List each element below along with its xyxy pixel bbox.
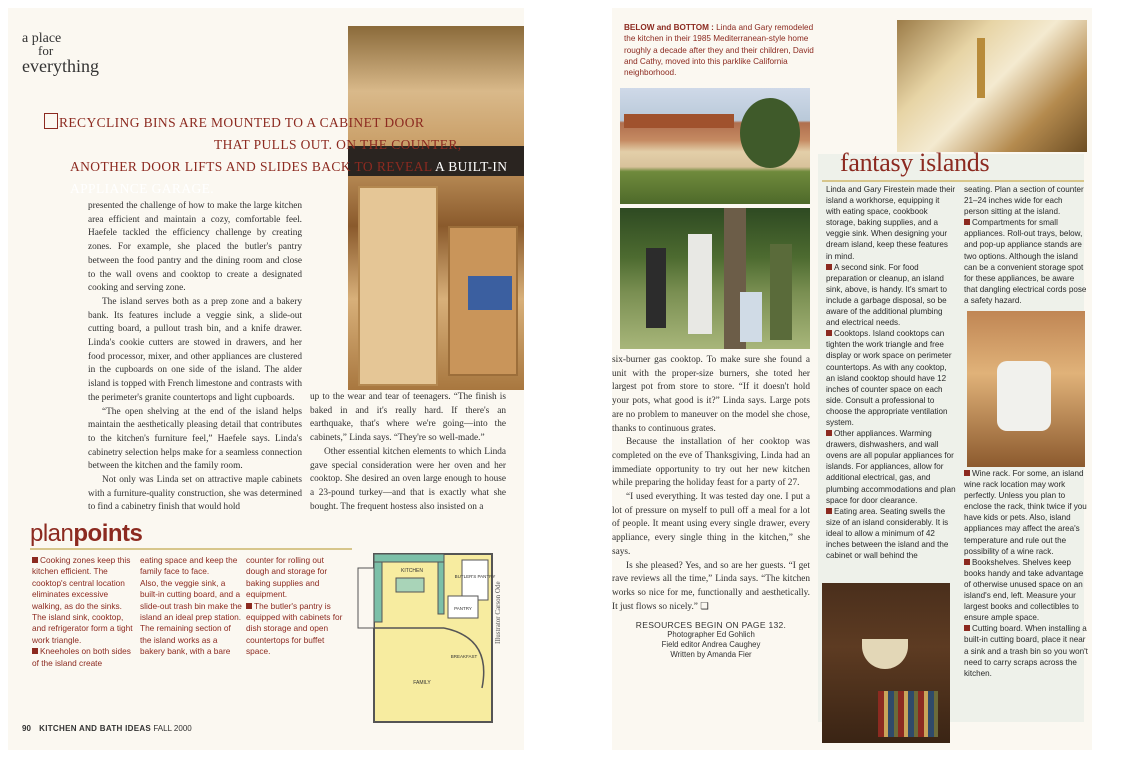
sidebar-column-2: seating. Plan a section of counter 21–24 inches wide for each person sitting at the island. Compartments for small appliances. Roll-out trays, below, and pop-up appliance stands are two options. Although the island can be a convenient storage spot for these appliances, be aware that dangling electrical cords pose a safety hazard. bbox=[964, 185, 1087, 305]
article-column-3 bbox=[612, 354, 810, 614]
kitchen-floor-plan bbox=[352, 548, 498, 730]
bullet-square-icon bbox=[964, 470, 970, 476]
sidebar-column-1: Linda and Gary Firestein made their island a workhorse, equipping it with eating space, cookbook storage, baking supplies, and a veggie sink. When designing your dream island, keep these features in mind. A second sink. For food preparation or cleanup, an island sink, above, is handy. It's smart to include a garbage disposal, so be aware of the additional plumbing and electrical needs. Cooktops. Island cooktops can tighten the work triangle and free display or work space on perimeter countertops. As with any cooktop, an island cooktop should have 12 inches of counter space on each side. Consult a professional to choose the appropriate ventilation system. Other appliances. Warming drawers, dishwashers, and wall ovens are all popular appliances for islands. For appliances, allow for additional electrical, gas, and plumbing accommodations and plan space for door clearance. Eating area. Seating swells the size of an island considerably. It is ideal to allow a minimum of 42 inches between the island and the cabinet or wall behind the bbox=[826, 185, 956, 561]
pull-quote: RECYCLING BINS ARE MOUNTED TO A CABINET DOOR THAT PULLS OUT. ON THE COUNTER, ANOTHER DOOR LIFTS AND SLIDES BACK TO REVEAL A BUILT-IN APPLIANCE GARAGE. bbox=[44, 112, 544, 200]
bullet-square-icon bbox=[32, 557, 38, 563]
bullet-square-icon bbox=[964, 559, 970, 565]
paragraph: Is she pleased? Yes, and so are her guests. “I get rave reviews all the time,” Linda says. “The kitchen works so nice for me, functionally and aesthetically. It just flows so nicely.” ❏ bbox=[612, 560, 810, 612]
plan-points-column-3: counter for rolling out dough and storage for baking supplies and equipment. The butler's pantry is equipped with cabinets for dish storage and open countertops for buffet space. bbox=[246, 555, 343, 657]
plan-points-heading: planpoints bbox=[30, 520, 143, 547]
paragraph: presented the challenge of how to make the large kitchen area efficient and maintain a cozy, comfortable feel. Haefele tackled the efficiency challenge by creating zones. For example, she placed the butler's pantry between the food pantry and the dining room and close to the wall ovens and cooktop to create a designated cooking and serving zone. bbox=[88, 201, 302, 294]
bullet-square-icon bbox=[964, 219, 970, 225]
bullet-square-icon bbox=[826, 330, 832, 336]
left-page bbox=[8, 8, 524, 750]
bullet-square-icon bbox=[826, 264, 832, 270]
sidebar-column-3: Wine rack. For some, an island wine rack location may work perfectly. Unless you plan to enclose the rack, think twice if you have kids or pets. Also, island appliances may affect the area's temperature and rule out the possibility of a wine rack. Bookshelves. Shelves keep books handy and take advantage of otherwise unused space on an island's end, left. Measure your largest books and collectibles to ensure ample space. Cutting board. When installing a built-in cutting board, place it near a sink and a trash bin so you won't need to carry scraps across the kitchen. bbox=[964, 469, 1088, 678]
paragraph: Other essential kitchen elements to which Linda gave special consideration were her oven and her cooktop. She desired an oven large enough to house a 23-pound turkey—and that is exactly what she bought. The frequent hostess also insisted on a bbox=[310, 446, 506, 512]
recycling-cabinet-photo bbox=[348, 26, 524, 390]
bullet-square-icon bbox=[246, 603, 252, 609]
floorplan-label-breakfast: BREAKFAST bbox=[450, 654, 478, 659]
article-credits: RESOURCES BEGIN ON PAGE 132. Photographer Ed Gohlich Field editor Andrea Caughey Written by Amanda Fier bbox=[635, 620, 787, 659]
article-column-1 bbox=[88, 200, 302, 515]
island-sink-photo bbox=[897, 20, 1087, 152]
sidebar-title: fantasy islands bbox=[840, 148, 990, 177]
paragraph: Not only was Linda set on attractive maple cabinets with a furniture-quality construction, she was determined to find a cabinetry finish that would hold bbox=[88, 475, 302, 513]
floorplan-label-pantry: PANTRY bbox=[454, 606, 472, 611]
paragraph: “The open shelving at the end of the island helps maintain the aesthetically pleasing detail that contributes to the kitchen's furniture feel,” Haefele says. Linda's cabinetry selection helps make for a seamless connection between the kitchen and the family room. bbox=[88, 406, 302, 472]
mixer-rollout-photo bbox=[967, 311, 1085, 467]
bullet-square-icon bbox=[826, 430, 832, 436]
island-bookshelf-photo bbox=[822, 583, 950, 743]
divider bbox=[30, 548, 360, 550]
dropcap-box bbox=[44, 113, 58, 129]
page-folio: 90 KITCHEN AND BATH IDEAS FALL 2000 bbox=[22, 724, 192, 733]
right-page bbox=[612, 8, 1092, 750]
paragraph: up to the wear and tear of teenagers. “The finish is baked in and it's really hard. If there's an earthquake, that's where we're going—into the cabinets,” Linda says. “They're so well-made.” bbox=[310, 392, 506, 444]
paragraph: Because the installation of her cooktop was completed on the eve of Thanksgiving, Linda had an immediate opportunity to try out her new kitchen while preparing the holiday feast for a party of 27. bbox=[612, 437, 810, 489]
plan-points-column-2: eating space and keep the family face to face. Also, the veggie sink, a built-in cutting board, and a slide-out trash bin make the island an ideal prep station. The remaining section of the island works as a bakery bank, with a bare bbox=[140, 555, 242, 657]
family-portrait-photo bbox=[620, 208, 810, 349]
paragraph: six-burner gas cooktop. To make sure she found a unit with the proper-size burners, she toted her largest pot from store to store. “If it doesn't hold your pots, what good is it?” Linda says. Large pots are no problem to maneuver on the model she chose, thanks to continuous grates. bbox=[612, 355, 810, 434]
floorplan-label-family: FAMILY bbox=[413, 680, 431, 686]
article-column-2 bbox=[310, 391, 506, 514]
paragraph: “I used everything. It was tested day one. I put a lot of pressure on myself to pull off a meal for a lot of people. It meant using every single drawer, every appliance, every single thing in the kitchen,” she says. bbox=[612, 492, 810, 557]
plan-points-column-1: Cooking zones keep this kitchen efficient. The cooktop's central location eliminates excessive walking, as do the sinks. The island sink, cooktop, and refrigerator form a tight work triangle. Kneeholes on both sides of the island create bbox=[32, 555, 133, 668]
bullet-square-icon bbox=[964, 625, 970, 631]
illustrator-credit: Illustrator Carson Ode bbox=[494, 581, 502, 644]
floorplan-label-kitchen: KITCHEN bbox=[401, 568, 423, 574]
house-exterior-photo bbox=[620, 88, 810, 204]
photo-caption: BELOW and BOTTOM : Linda and Gary remodeled the kitchen in their 1985 Mediterranean-style home roughly a decade after they and their children, David and Cathy, moved into this parklike California neighborhood. bbox=[624, 23, 814, 78]
divider bbox=[822, 180, 1084, 182]
paragraph: The island serves both as a prep zone and a bakery bank. Its features include a veggie sink, a slide-out cutting board, a pullout trash bin, and a knife drawer. Linda's cookie cutters are stowed in drawers, and her food processor, mixer, and other appliances are clustered in the cupboards on one side of the island. The alder island is topped with French limestone and contrasts with the perimeter's granite countertops and light cupboards. bbox=[88, 296, 302, 403]
floorplan-label-butlers-pantry: BUTLER'S PANTRY bbox=[454, 574, 496, 579]
bullet-square-icon bbox=[32, 648, 38, 654]
bullet-square-icon bbox=[826, 508, 832, 514]
section-logo: a place for everything bbox=[22, 31, 99, 76]
